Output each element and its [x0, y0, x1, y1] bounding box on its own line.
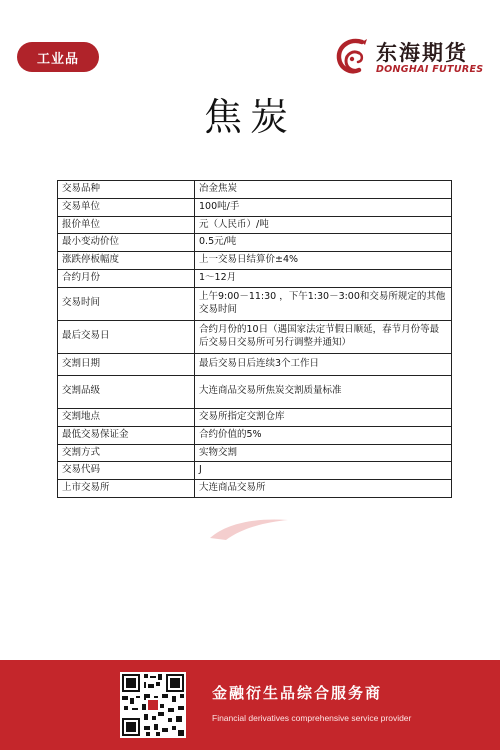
row-label: 交易品种	[58, 181, 195, 199]
table-row	[58, 426, 452, 444]
row-label: 涨跌停板幅度	[58, 252, 195, 270]
row-label: 报价单位	[58, 216, 195, 234]
row-label: 交割地点	[58, 408, 195, 426]
table-row	[58, 320, 452, 353]
table-row	[58, 181, 452, 199]
row-label: 交割品级	[58, 375, 195, 408]
decorative-swoosh	[208, 516, 290, 542]
row-label: 交割方式	[58, 444, 195, 462]
row-value: 上一交易日结算价±4%	[195, 252, 452, 270]
page-title: 焦炭	[203, 95, 296, 139]
brand-name-en: DONGHAI FUTURES	[376, 64, 484, 75]
table-row	[58, 480, 452, 498]
row-value: J	[195, 462, 452, 480]
row-label: 最低交易保证金	[58, 426, 195, 444]
row-value: 上午9:00－11:30 ，下午1:30－3:00和交易所规定的其他交易时间	[195, 287, 452, 320]
row-value: 合约价值的5%	[195, 426, 452, 444]
table-row	[58, 353, 452, 375]
row-value: 0.5元/吨	[195, 234, 452, 252]
row-label: 最后交易日	[58, 320, 195, 353]
row-value: 大连商品交易所	[195, 480, 452, 498]
table-row	[58, 462, 452, 480]
dragon-logo-icon	[332, 36, 370, 80]
table-row	[58, 234, 452, 252]
contract-spec-table	[57, 180, 452, 498]
footer-slogan-cn: 金融衍生品综合服务商	[212, 684, 383, 702]
donghai-logo	[332, 36, 482, 80]
table-row	[58, 252, 452, 270]
footer-slogan-en: Financial derivatives comprehensive service provider	[212, 713, 412, 723]
table-row	[58, 408, 452, 426]
row-value: 元（人民币）/吨	[195, 216, 452, 234]
row-value: 1～12月	[195, 270, 452, 288]
table-row	[58, 270, 452, 288]
table-row	[58, 375, 452, 408]
row-value: 实物交割	[195, 444, 452, 462]
row-label: 交易单位	[58, 198, 195, 216]
category-tag: 工业品	[17, 42, 99, 72]
row-label: 交易代码	[58, 462, 195, 480]
row-value: 冶金焦炭	[195, 181, 452, 199]
qr-code	[120, 672, 186, 738]
row-label: 交割日期	[58, 353, 195, 375]
row-value: 合约月份的10日（遇国家法定节假日顺延，春节月份等最后交易日交易所可另行调整并通知）	[195, 320, 452, 353]
brand-name-cn: 东海期货	[376, 40, 468, 65]
row-label: 交易时间	[58, 287, 195, 320]
table-row	[58, 287, 452, 320]
footer-band	[0, 660, 500, 750]
row-value: 大连商品交易所焦炭交割质量标准	[195, 375, 452, 408]
table-row	[58, 198, 452, 216]
row-label: 上市交易所	[58, 480, 195, 498]
qr-code-icon	[120, 672, 186, 738]
row-value: 100吨/手	[195, 198, 452, 216]
table-row	[58, 216, 452, 234]
row-label: 最小变动价位	[58, 234, 195, 252]
row-value: 交易所指定交割仓库	[195, 408, 452, 426]
table-row	[58, 444, 452, 462]
row-value: 最后交易日后连续3个工作日	[195, 353, 452, 375]
row-label: 合约月份	[58, 270, 195, 288]
